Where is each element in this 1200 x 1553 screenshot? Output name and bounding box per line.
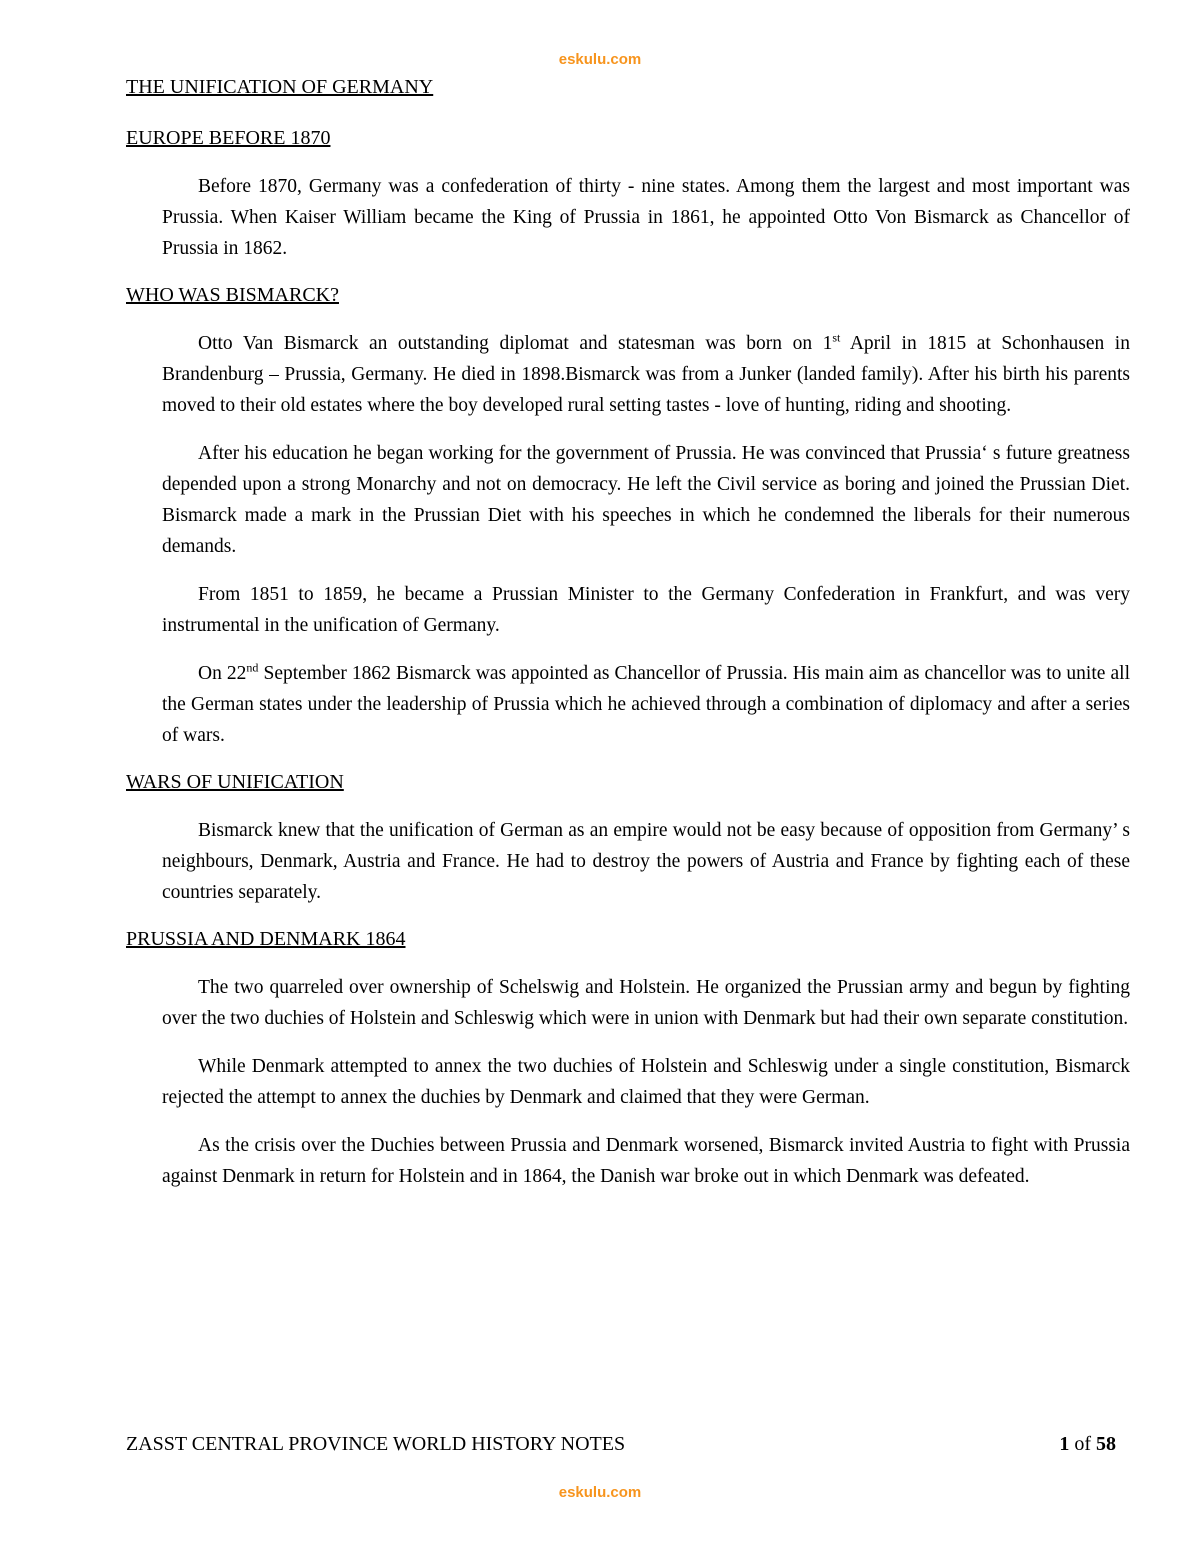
heading-europe-before-1870: EUROPE BEFORE 1870 bbox=[126, 127, 331, 149]
watermark-top: eskulu.com bbox=[558, 51, 642, 68]
heading-wars-of-unification: WARS OF UNIFICATION bbox=[126, 771, 344, 793]
superscript-st: st bbox=[832, 330, 841, 345]
page-separator: of bbox=[1069, 1433, 1096, 1455]
paragraph-bismarck-1-part-b: April in 1815 at Schonhausen in Brandenburg – Prussia, Germany. He died in 1898.Bismarck was from a Junker (landed family). After his birth his parents moved to their old estates where the boy developed rural setting tastes - love of hunting, riding and shooting. bbox=[162, 333, 1130, 416]
paragraph-europe-1: Before 1870, Germany was a confederation of thirty - nine states. Among them the largest and most important was Prussia. When Kaiser William became the King of Prussia in 1861, he appointed Otto Von Bismarck as Chancellor of Prussia in 1862. bbox=[162, 176, 1130, 259]
paragraph-bismarck-2: After his education he began working for the government of Prussia. He was convinced that Prussia‘ s future greatness depended upon a strong Monarchy and not on democracy. He left the Civil service as boring and joined the Prussian Diet. Bismarck made a mark in the Prussian Diet with his speeches in which he condemned the liberals for their numerous demands. bbox=[162, 443, 1130, 557]
page-total: 58 bbox=[1096, 1433, 1116, 1455]
heading-who-was-bismarck: WHO WAS BISMARCK? bbox=[126, 284, 339, 306]
paragraph-denmark-1: The two quarreled over ownership of Schelswig and Holstein. He organized the Prussian army and begun by fighting over the two duchies of Holstein and Schleswig which were in union with Denmark but had their own separate constitution. bbox=[162, 977, 1130, 1029]
paragraph-bismarck-1 bbox=[162, 328, 1130, 421]
paragraph-denmark-3: As the crisis over the Duchies between Prussia and Denmark worsened, Bismarck invited Austria to fight with Prussia against Denmark in return for Holstein and in 1864, the Danish war broke out in which Denmark was defeated. bbox=[162, 1135, 1130, 1187]
page-current: 1 bbox=[1059, 1433, 1070, 1455]
paragraph-wars-1: Bismarck knew that the unification of German as an empire would not be easy because of opposition from Germany’ s neighbours, Denmark, Austria and France. He had to destroy the powers of Austria and France by fighting each of these countries separately. bbox=[162, 820, 1130, 903]
document-body bbox=[126, 74, 1130, 1209]
paragraph-bismarck-4 bbox=[162, 658, 1130, 751]
heading-prussia-and-denmark: PRUSSIA AND DENMARK 1864 bbox=[126, 928, 406, 950]
footer-document-name: ZASST CENTRAL PROVINCE WORLD HISTORY NOTES bbox=[126, 1433, 626, 1455]
page-number bbox=[1059, 1430, 1116, 1458]
document-title: THE UNIFICATION OF GERMANY bbox=[126, 76, 434, 98]
superscript-nd: nd bbox=[246, 660, 259, 675]
paragraph-bismarck-1-part-a: Otto Van Bismarck an outstanding diplomat and statesman was born on 1 bbox=[198, 333, 833, 354]
paragraph-bismarck-3: From 1851 to 1859, he became a Prussian Minister to the Germany Confederation in Frankfurt, and was very instrumental in the unification of Germany. bbox=[162, 584, 1130, 636]
watermark-bottom: eskulu.com bbox=[558, 1484, 642, 1501]
paragraph-bismarck-4-part-b: September 1862 Bismarck was appointed as Chancellor of Prussia. His main aim as chancellor was to unite all the German states under the leadership of Prussia which he achieved through a combination of diplomacy and after a series of wars. bbox=[162, 663, 1130, 746]
paragraph-bismarck-4-part-a: On 22 bbox=[198, 663, 247, 684]
paragraph-denmark-2: While Denmark attempted to annex the two duchies of Holstein and Schleswig under a single constitution, Bismarck rejected the attempt to annex the duchies by Denmark and claimed that they were German. bbox=[162, 1056, 1130, 1108]
